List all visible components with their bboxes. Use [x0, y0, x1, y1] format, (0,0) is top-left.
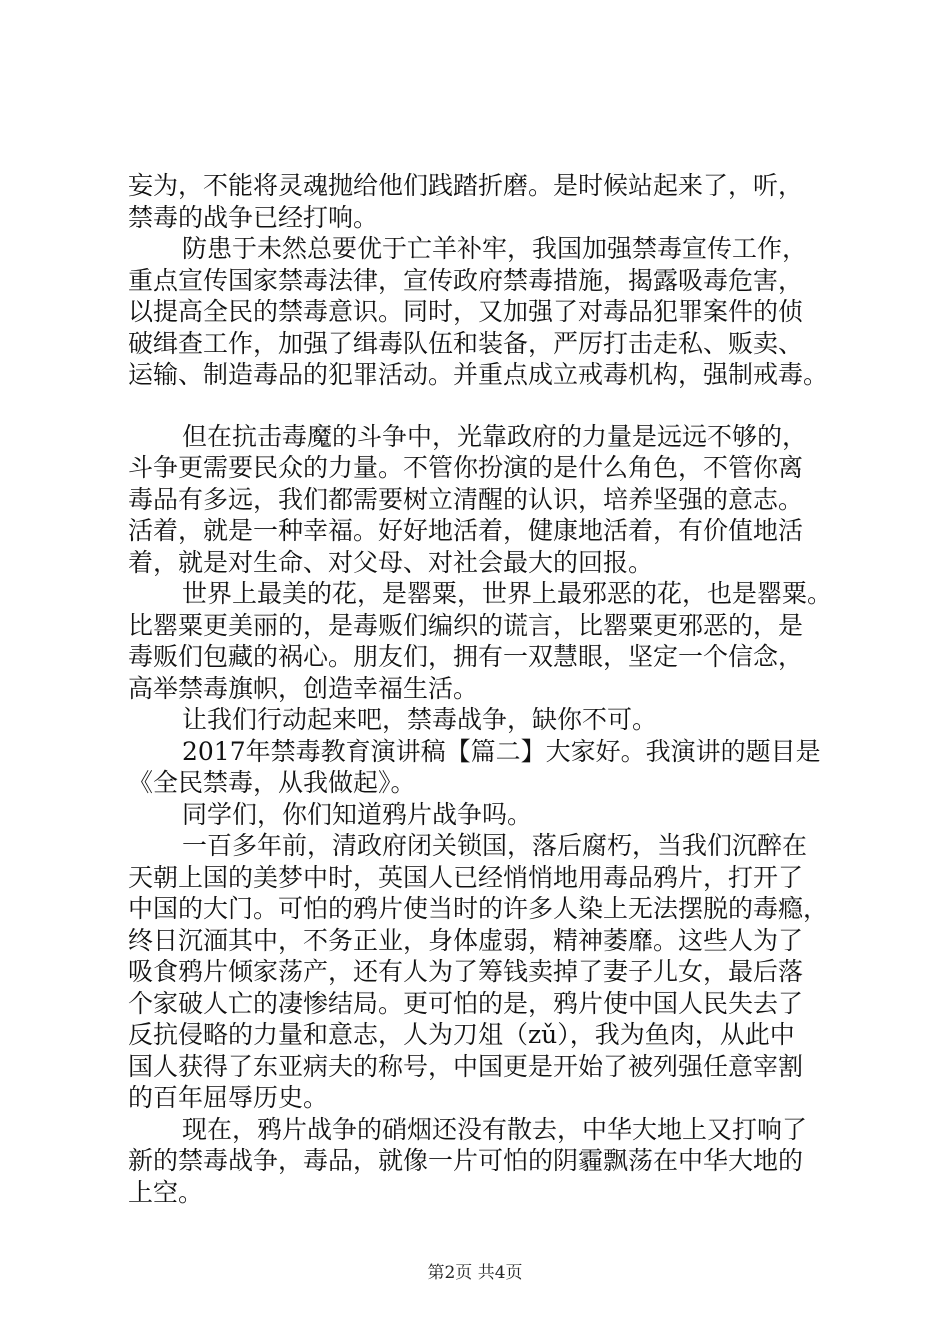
text-line: 斗争更需要民众的力量。不管你扮演的是什么角色，不管你离	[128, 453, 804, 482]
paragraph-start-line: 世界上最美的花，是罂粟，世界上最邪恶的花，也是罂粟。	[182, 579, 833, 608]
text-line: 个家破人亡的凄惨结局。更可怕的是，鸦片使中国人民失去了	[128, 988, 804, 1018]
text-line: 新的禁毒战争，毒品，就像一片可怕的阴霾飘荡在中华大地的	[128, 1146, 804, 1175]
text-line: 高举禁毒旗帜，创造幸福生活。	[128, 673, 479, 703]
text-line: 《全民禁毒，从我做起》。	[128, 768, 416, 797]
text-line: 国人获得了东亚病夫的称号，中国更是开始了被列强任意宰割	[128, 1051, 804, 1081]
text-line: 终日沉湎其中，不务正业，身体虚弱，精神萎靡。这些人为了	[128, 925, 804, 955]
text-line: 以提高全民的禁毒意识。同时，又加强了对毒品犯罪案件的侦	[128, 297, 804, 326]
text-line: 天朝上国的美梦中时，英国人已经悄悄地用毒品鸦片，打开了	[128, 862, 804, 892]
text-line: 上空。	[128, 1177, 204, 1207]
text-line: 运输、制造毒品的犯罪活动。并重点成立戒毒机构，强制戒毒。	[128, 360, 829, 389]
paragraph-start-line: 但在抗击毒魔的斗争中，光靠政府的力量是远远不够的，	[182, 421, 808, 451]
text-line: 重点宣传国家禁毒法律，宣传政府禁毒措施，揭露吸毒危害，	[128, 265, 804, 295]
document-body	[128, 170, 838, 1208]
paragraph-start-line: 2017年禁毒教育演讲稿【篇二】大家好。我演讲的题目是	[182, 736, 821, 766]
text-line: 吸食鸦片倾家荡产，还有人为了筹钱卖掉了妻子儿女，最后落	[128, 957, 804, 986]
text-line: 的百年屈辱历史。	[128, 1083, 329, 1112]
paragraph-start-line: 同学们，你们知道鸦片战争吗。	[182, 799, 533, 829]
text-line: 比罂粟更美丽的，是毒贩们编织的谎言，比罂粟更邪恶的，是	[128, 610, 804, 640]
page-number-footer: 第2页 共4页	[427, 1263, 523, 1283]
paragraph-start-line: 一百多年前，清政府闭关锁国，落后腐朽，当我们沉醉在	[182, 831, 808, 860]
paragraph-start-line: 防患于未然总要优于亡羊补牢，我国加强禁毒宣传工作，	[182, 234, 808, 263]
text-line: 中国的大门。可怕的鸦片使当时的许多人染上无法摆脱的毒瘾，	[128, 894, 829, 923]
paragraph-start-line: 现在，鸦片战争的硝烟还没有散去，中华大地上又打响了	[182, 1114, 808, 1144]
text-line: 妄为，不能将灵魂抛给他们践踏折磨。是时候站起来了，听，	[128, 171, 804, 200]
text-line: 毒品有多远，我们都需要树立清醒的认识，培养坚强的意志。	[128, 484, 804, 514]
text-line: 着，就是对生命、对父母、对社会最大的回报。	[128, 547, 654, 577]
paragraph-gap	[128, 391, 838, 421]
text-line: 活着，就是一种幸福。好好地活着，健康地活着，有价值地活	[128, 516, 804, 545]
text-line: 禁毒的战争已经打响。	[128, 202, 379, 232]
text-line: 反抗侵略的力量和意志，人为刀俎（zǔ），我为鱼肉，从此中	[128, 1020, 795, 1049]
text-line: 毒贩们包藏的祸心。朋友们，拥有一双慧眼，坚定一个信念，	[128, 642, 804, 671]
text-line: 破缉查工作，加强了缉毒队伍和装备，严厉打击走私、贩卖、	[128, 328, 804, 358]
paragraph-start-line: 让我们行动起来吧，禁毒战争，缺你不可。	[182, 705, 658, 734]
